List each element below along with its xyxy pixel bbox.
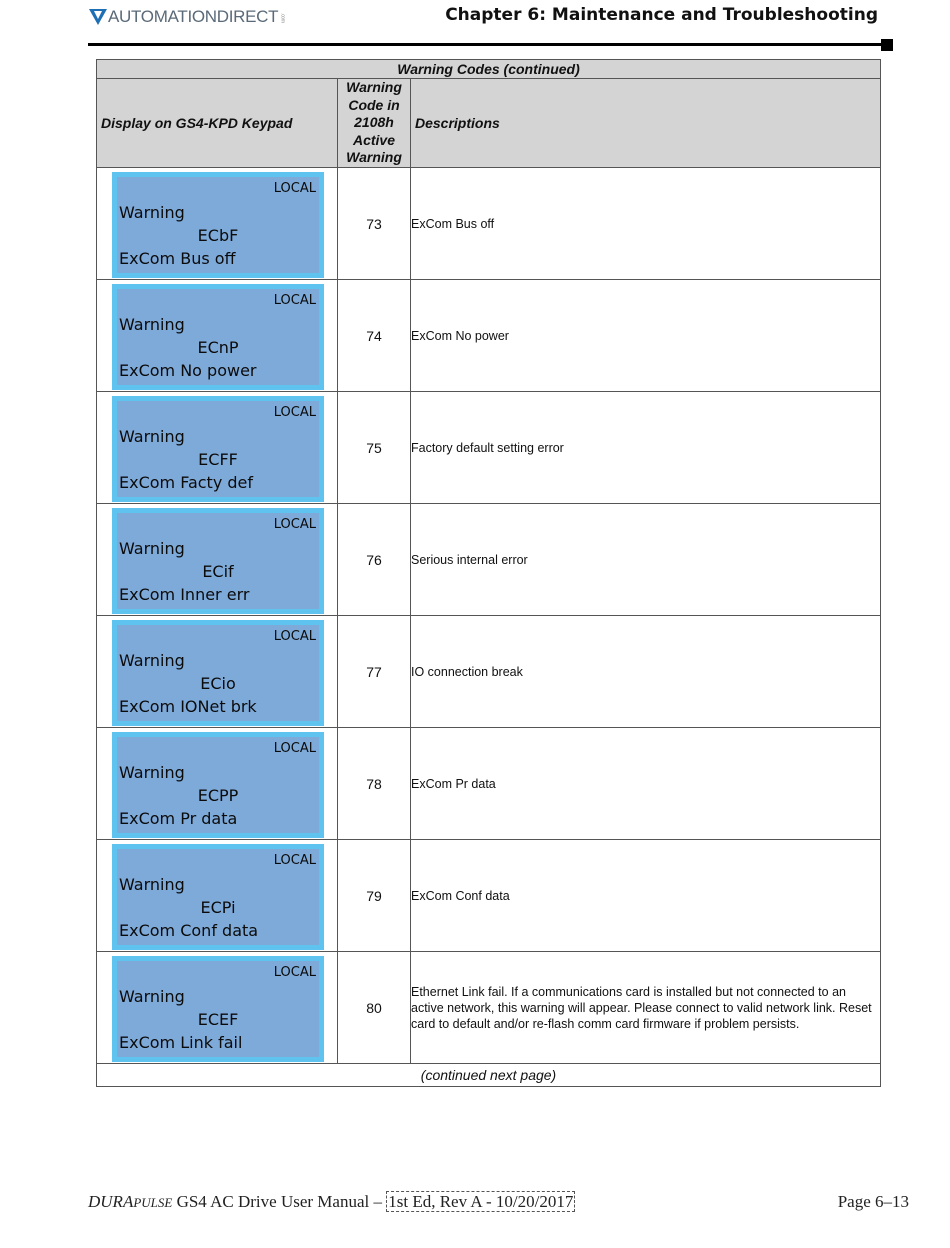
lcd-warning-message: ExCom IONet brk <box>119 697 257 716</box>
lcd-warning-code: ECbF <box>197 226 239 245</box>
lcd-warning-code: ECPP <box>197 786 239 805</box>
warning-codes-table <box>96 59 881 1087</box>
lcd-warning-code: ECif <box>202 562 234 581</box>
automationdirect-logo <box>89 6 285 28</box>
warning-code-number: 74 <box>338 280 411 392</box>
keypad-display-cell <box>97 840 338 952</box>
lcd-warning-label: Warning <box>119 539 185 558</box>
logo-text: AUTOMATIONDIRECT.com <box>108 7 286 26</box>
table-row <box>97 392 881 504</box>
lcd-warning-message: ExCom Conf data <box>119 921 259 940</box>
header-rule <box>88 43 884 46</box>
lcd-warning-code: ECFF <box>198 450 238 469</box>
lcd-warning-label: Warning <box>119 875 185 894</box>
table-title-row <box>97 60 881 79</box>
chapter-heading: Chapter 6: Maintenance and Troubleshooting <box>445 5 878 25</box>
keypad-lcd-display <box>112 172 324 278</box>
col-header-display: Display on GS4-KPD Keypad <box>97 79 338 168</box>
table-row <box>97 168 881 280</box>
warning-description: Ethernet Link fail. If a communications card is installed but not connected to an active network, this warning will appear. Please connect to valid network link. Reset card to default and/or re-flash comm card firmware if problem persists. <box>411 952 881 1064</box>
lcd-local-label: LOCAL <box>273 629 316 644</box>
lcd-local-label: LOCAL <box>273 405 316 420</box>
keypad-lcd-display <box>112 396 324 502</box>
lcd-warning-message: ExCom Facty def <box>119 473 254 492</box>
warning-code-number: 77 <box>338 616 411 728</box>
keypad-lcd-display <box>112 732 324 838</box>
logo-v-icon <box>89 8 107 26</box>
lcd-warning-label: Warning <box>119 651 185 670</box>
warning-code-number: 75 <box>338 392 411 504</box>
keypad-display-cell <box>97 280 338 392</box>
keypad-display-cell <box>97 168 338 280</box>
lcd-warning-label: Warning <box>119 427 185 446</box>
lcd-local-label: LOCAL <box>273 853 316 868</box>
keypad-display-cell <box>97 392 338 504</box>
keypad-lcd-display <box>112 620 324 726</box>
footer-edition: 1st Ed, Rev A - 10/20/2017 <box>388 1192 574 1211</box>
lcd-warning-message: ExCom Bus off <box>119 249 236 268</box>
warning-description: ExCom Conf data <box>411 840 881 952</box>
lcd-warning-label: Warning <box>119 203 185 222</box>
keypad-lcd-display <box>112 508 324 614</box>
warning-description: ExCom No power <box>411 280 881 392</box>
lcd-warning-message: ExCom Pr data <box>119 809 238 828</box>
lcd-warning-message: ExCom Link fail <box>119 1033 243 1052</box>
lcd-local-label: LOCAL <box>273 965 316 980</box>
table-title: Warning Codes (continued) <box>97 60 881 79</box>
keypad-display-cell <box>97 504 338 616</box>
table-row <box>97 616 881 728</box>
warning-description: Serious internal error <box>411 504 881 616</box>
keypad-lcd-display <box>112 844 324 950</box>
lcd-warning-label: Warning <box>119 987 185 1006</box>
lcd-local-label: LOCAL <box>273 293 316 308</box>
keypad-display-cell <box>97 728 338 840</box>
keypad-display-cell <box>97 616 338 728</box>
table-row <box>97 728 881 840</box>
keypad-display-cell <box>97 952 338 1064</box>
table-header-row <box>97 79 881 168</box>
lcd-warning-code: ECPi <box>200 898 236 917</box>
keypad-lcd-display <box>112 956 324 1062</box>
lcd-local-label: LOCAL <box>273 741 316 756</box>
lcd-warning-message: ExCom No power <box>119 361 257 380</box>
continued-row <box>97 1064 881 1087</box>
warning-code-number: 79 <box>338 840 411 952</box>
table-row <box>97 504 881 616</box>
footer-page-number: Page 6–13 <box>837 1192 909 1211</box>
lcd-warning-code: ECEF <box>197 1010 239 1029</box>
lcd-warning-code: ECnP <box>197 338 239 357</box>
header-rule-square <box>881 39 893 51</box>
warning-description: Factory default setting error <box>411 392 881 504</box>
continued-note: (continued next page) <box>97 1064 881 1087</box>
lcd-warning-label: Warning <box>119 763 185 782</box>
lcd-local-label: LOCAL <box>273 517 316 532</box>
lcd-warning-label: Warning <box>119 315 185 334</box>
warning-description: ExCom Pr data <box>411 728 881 840</box>
warning-description: IO connection break <box>411 616 881 728</box>
table-row <box>97 840 881 952</box>
lcd-warning-message: ExCom Inner err <box>119 585 250 604</box>
footer-manual-title: DURAPULSE GS4 AC Drive User Manual – 1st Ed, Rev A - 10/20/2017 <box>88 1192 574 1211</box>
warning-description: ExCom Bus off <box>411 168 881 280</box>
warning-code-number: 76 <box>338 504 411 616</box>
col-header-descriptions: Descriptions <box>411 79 881 168</box>
table-row <box>97 280 881 392</box>
warning-code-number: 78 <box>338 728 411 840</box>
table-row <box>97 952 881 1064</box>
warning-code-number: 80 <box>338 952 411 1064</box>
lcd-local-label: LOCAL <box>273 181 316 196</box>
warning-code-number: 73 <box>338 168 411 280</box>
col-header-code: Warning Code in 2108h Active Warning <box>338 79 411 168</box>
keypad-lcd-display <box>112 284 324 390</box>
lcd-warning-code: ECio <box>200 674 236 693</box>
